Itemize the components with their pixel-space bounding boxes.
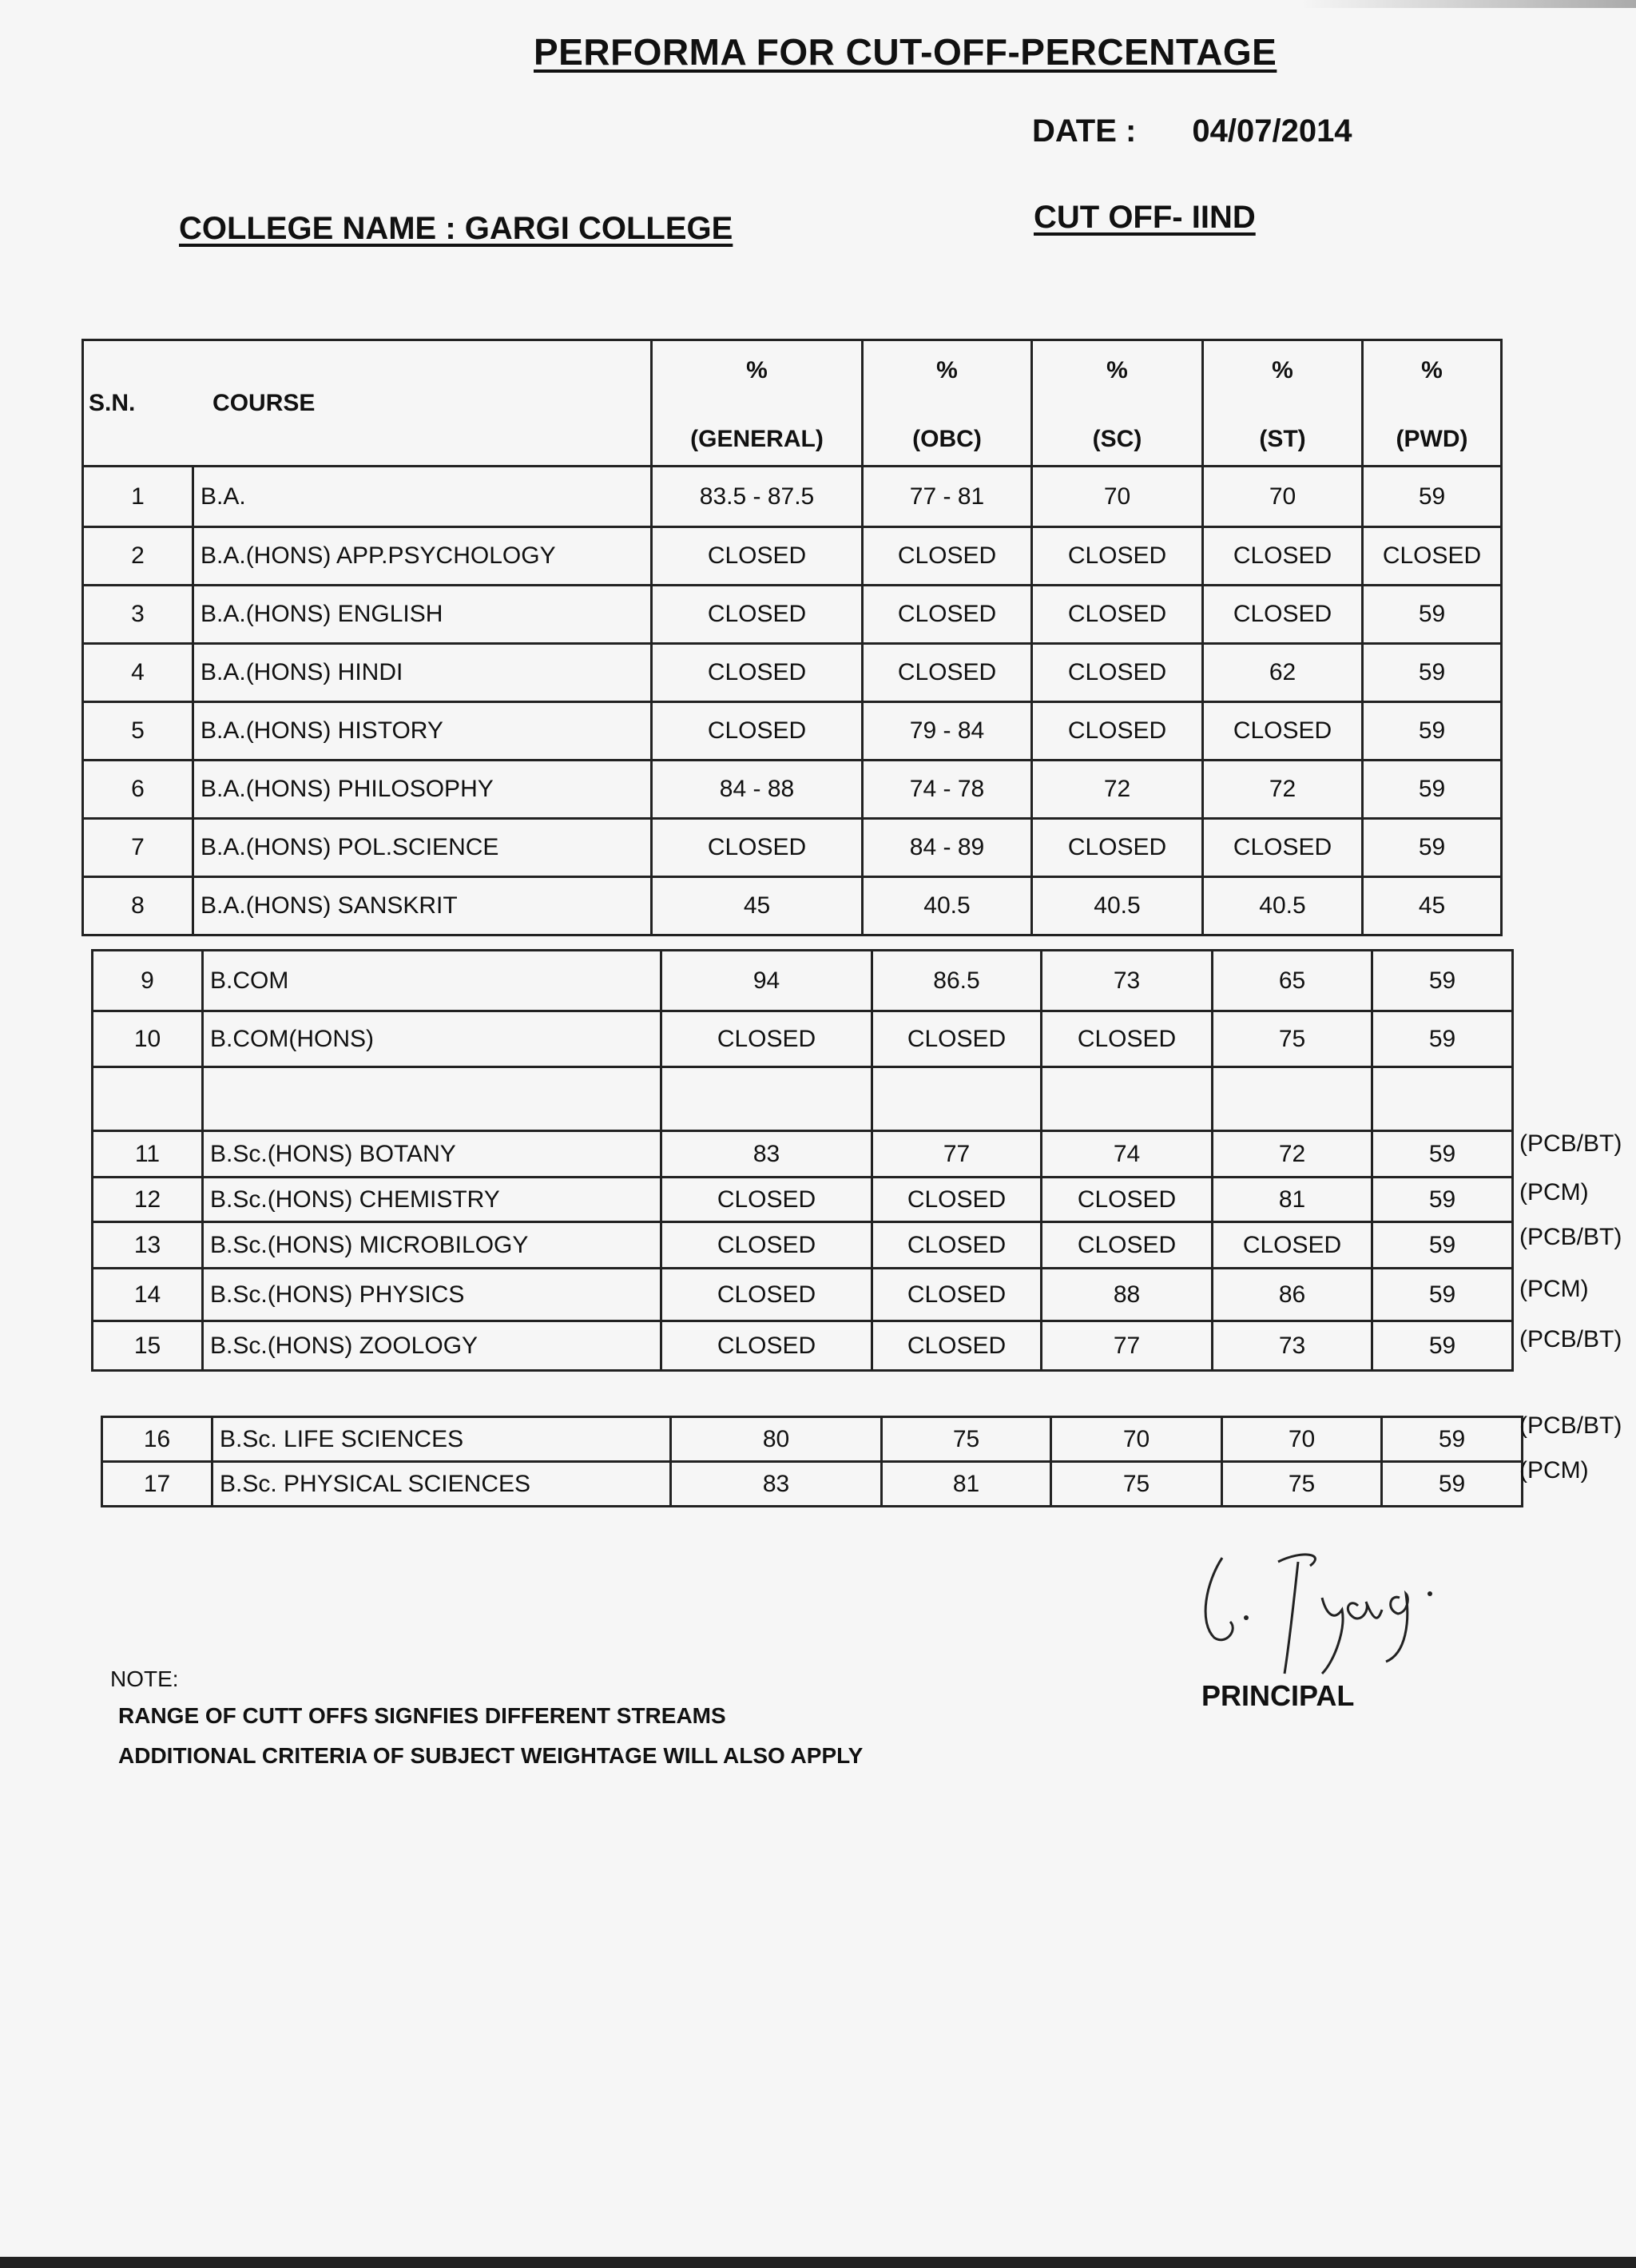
table-header-row: [83, 340, 1502, 467]
row-sc: 40.5: [1032, 877, 1203, 935]
row-obc: CLOSED: [863, 586, 1032, 644]
scan-artifact: [1300, 0, 1636, 8]
row-course: B.Sc. PHYSICAL SCIENCES: [212, 1462, 671, 1507]
header-sn: S.N.: [89, 389, 136, 416]
row-obc: CLOSED: [863, 527, 1032, 586]
row-st: 62: [1203, 644, 1363, 702]
row-general: CLOSED: [661, 1222, 872, 1269]
stream-label: (PCM): [1519, 1179, 1589, 1205]
row-pwd: 59: [1372, 1131, 1513, 1178]
row-course: B.A.(HONS) HINDI: [193, 644, 652, 702]
row-sn: 2: [83, 527, 193, 586]
row-sc: CLOSED: [1032, 819, 1203, 877]
row-sc: 73: [1042, 951, 1213, 1011]
date-value: 04/07/2014: [1192, 113, 1352, 149]
row-course: B.COM: [203, 951, 661, 1011]
row-obc: 40.5: [863, 877, 1032, 935]
row-st: 70: [1203, 467, 1363, 527]
header-sn-course: [83, 340, 652, 467]
row-general: CLOSED: [652, 819, 863, 877]
table-row: [93, 1178, 1513, 1222]
row-st: CLOSED: [1213, 1222, 1372, 1269]
row-course: B.A.(HONS) POL.SCIENCE: [193, 819, 652, 877]
row-general: CLOSED: [652, 586, 863, 644]
row-general: CLOSED: [661, 1269, 872, 1321]
row-sn: 8: [83, 877, 193, 935]
row-pwd: 59: [1372, 1178, 1513, 1222]
row-st: 65: [1213, 951, 1372, 1011]
row-sn: 5: [83, 702, 193, 761]
row-sn: 11: [93, 1131, 203, 1178]
row-sn: 4: [83, 644, 193, 702]
row-obc: 77 - 81: [863, 467, 1032, 527]
row-course: B.A.(HONS) APP.PSYCHOLOGY: [193, 527, 652, 586]
row-sc: CLOSED: [1032, 586, 1203, 644]
table-row: [83, 644, 1502, 702]
header-course: COURSE: [212, 389, 316, 416]
row-pwd: 59: [1372, 1269, 1513, 1321]
row-course: B.A.(HONS) PHILOSOPHY: [193, 761, 652, 819]
table-row: [93, 1131, 1513, 1178]
row-sc: 72: [1032, 761, 1203, 819]
row-sn: 14: [93, 1269, 203, 1321]
note-line-1: RANGE OF CUTT OFFS SIGNFIES DIFFERENT STREAMS: [118, 1703, 726, 1728]
row-st: 70: [1222, 1417, 1382, 1462]
document-title: PERFORMA FOR CUT-OFF-PERCENTAGE: [534, 31, 1277, 73]
college-name: COLLEGE NAME : GARGI COLLEGE: [179, 211, 733, 246]
stream-label: (PCM): [1519, 1276, 1589, 1302]
row-st: 81: [1213, 1178, 1372, 1222]
table-row: [102, 1462, 1523, 1507]
row-st: 72: [1213, 1131, 1372, 1178]
row-course: B.Sc. LIFE SCIENCES: [212, 1417, 671, 1462]
header-obc: % (OBC): [863, 340, 1032, 467]
row-general: CLOSED: [661, 1011, 872, 1067]
row-obc: 81: [882, 1462, 1051, 1507]
row-obc: 74 - 78: [863, 761, 1032, 819]
row-sn: 12: [93, 1178, 203, 1222]
stream-label: (PCB/BT): [1519, 1130, 1622, 1157]
stream-label: (PCM): [1519, 1457, 1589, 1484]
row-course: B.A.(HONS) SANSKRIT: [193, 877, 652, 935]
row-sn: 15: [93, 1321, 203, 1371]
row-course: B.Sc.(HONS) MICROBILOGY: [203, 1222, 661, 1269]
table-row: [83, 877, 1502, 935]
row-sc: 88: [1042, 1269, 1213, 1321]
note-line-2: ADDITIONAL CRITERIA OF SUBJECT WEIGHTAGE WILL ALSO APPLY: [118, 1743, 864, 1768]
row-pwd: 59: [1363, 702, 1502, 761]
row-sc: CLOSED: [1042, 1222, 1213, 1269]
row-obc: 86.5: [872, 951, 1042, 1011]
row-pwd: 59: [1372, 951, 1513, 1011]
row-course: B.COM(HONS): [203, 1011, 661, 1067]
header-pwd: % (PWD): [1363, 340, 1502, 467]
row-st: 72: [1203, 761, 1363, 819]
row-st: 75: [1222, 1462, 1382, 1507]
table-row: [93, 1321, 1513, 1371]
row-general: 83.5 - 87.5: [652, 467, 863, 527]
row-st: CLOSED: [1203, 702, 1363, 761]
table-row: [93, 1269, 1513, 1321]
row-pwd: 59: [1372, 1222, 1513, 1269]
row-pwd: 59: [1363, 586, 1502, 644]
row-st: 75: [1213, 1011, 1372, 1067]
row-obc: 75: [882, 1417, 1051, 1462]
table-row: [83, 527, 1502, 586]
row-pwd: 59: [1382, 1462, 1523, 1507]
row-course: B.Sc.(HONS) ZOOLOGY: [203, 1321, 661, 1371]
row-general: CLOSED: [661, 1178, 872, 1222]
scan-bottom-edge: [0, 2257, 1636, 2268]
row-course: B.Sc.(HONS) CHEMISTRY: [203, 1178, 661, 1222]
row-sc: CLOSED: [1042, 1178, 1213, 1222]
row-sc: 70: [1051, 1417, 1222, 1462]
cutoff-table-commerce-science: [91, 949, 1514, 1372]
row-course: B.Sc.(HONS) PHYSICS: [203, 1269, 661, 1321]
row-st: CLOSED: [1203, 819, 1363, 877]
row-general: 94: [661, 951, 872, 1011]
header-general: % (GENERAL): [652, 340, 863, 467]
row-sn: 16: [102, 1417, 212, 1462]
row-sc: CLOSED: [1032, 527, 1203, 586]
cutoff-table-bsc-programme: [101, 1416, 1523, 1507]
row-st: CLOSED: [1203, 527, 1363, 586]
row-general: CLOSED: [652, 702, 863, 761]
row-general: 45: [652, 877, 863, 935]
row-general: 83: [671, 1462, 882, 1507]
row-sn: 10: [93, 1011, 203, 1067]
table-row: [83, 819, 1502, 877]
row-course: B.Sc.(HONS) BOTANY: [203, 1131, 661, 1178]
cutoff-round: CUT OFF- IIND: [1034, 200, 1256, 235]
table-row: [83, 586, 1502, 644]
row-course: B.A.: [193, 467, 652, 527]
row-obc: CLOSED: [863, 644, 1032, 702]
table-row: [83, 467, 1502, 527]
row-pwd: 59: [1382, 1417, 1523, 1462]
header-sc: % (SC): [1032, 340, 1203, 467]
table-row: [83, 761, 1502, 819]
row-sn: 6: [83, 761, 193, 819]
row-st: 86: [1213, 1269, 1372, 1321]
table-row: [83, 702, 1502, 761]
row-sc: 74: [1042, 1131, 1213, 1178]
principal-label: PRINCIPAL: [1201, 1679, 1355, 1712]
date-row: [1032, 113, 1352, 149]
row-general: CLOSED: [661, 1321, 872, 1371]
table-row: [102, 1417, 1523, 1462]
row-sn: 9: [93, 951, 203, 1011]
row-general: CLOSED: [652, 644, 863, 702]
row-sc: CLOSED: [1032, 702, 1203, 761]
row-obc: 84 - 89: [863, 819, 1032, 877]
row-sc: 75: [1051, 1462, 1222, 1507]
cutoff-table-arts: [81, 339, 1503, 936]
principal-signature: [1190, 1534, 1478, 1694]
row-course: B.A.(HONS) ENGLISH: [193, 586, 652, 644]
stream-label: (PCB/BT): [1519, 1412, 1622, 1439]
row-pwd: 45: [1363, 877, 1502, 935]
table-row: [93, 951, 1513, 1011]
row-general: 80: [671, 1417, 882, 1462]
row-general: CLOSED: [652, 527, 863, 586]
row-st: 73: [1213, 1321, 1372, 1371]
table-row: [93, 1011, 1513, 1067]
stream-label: (PCB/BT): [1519, 1326, 1622, 1352]
note-label: NOTE:: [110, 1666, 179, 1691]
row-sc: CLOSED: [1042, 1011, 1213, 1067]
table-row: [93, 1222, 1513, 1269]
row-obc: CLOSED: [872, 1321, 1042, 1371]
stream-label: (PCB/BT): [1519, 1224, 1622, 1250]
row-obc: CLOSED: [872, 1222, 1042, 1269]
row-pwd: 59: [1363, 761, 1502, 819]
row-course: B.A.(HONS) HISTORY: [193, 702, 652, 761]
row-sn: 7: [83, 819, 193, 877]
row-sn: 1: [83, 467, 193, 527]
row-obc: 77: [872, 1131, 1042, 1178]
row-pwd: 59: [1372, 1321, 1513, 1371]
row-obc: 79 - 84: [863, 702, 1032, 761]
row-obc: CLOSED: [872, 1178, 1042, 1222]
header-st: % (ST): [1203, 340, 1363, 467]
row-pwd: 59: [1363, 644, 1502, 702]
row-sn: 13: [93, 1222, 203, 1269]
row-general: 84 - 88: [652, 761, 863, 819]
row-sc: 70: [1032, 467, 1203, 527]
row-sn: 3: [83, 586, 193, 644]
row-pwd: 59: [1363, 467, 1502, 527]
date-label: DATE :: [1032, 113, 1137, 149]
row-st: 40.5: [1203, 877, 1363, 935]
row-obc: CLOSED: [872, 1011, 1042, 1067]
row-sn: 17: [102, 1462, 212, 1507]
row-general: 83: [661, 1131, 872, 1178]
row-obc: CLOSED: [872, 1269, 1042, 1321]
row-st: CLOSED: [1203, 586, 1363, 644]
row-pwd: 59: [1363, 819, 1502, 877]
empty-row: [93, 1067, 1513, 1131]
row-sc: 77: [1042, 1321, 1213, 1371]
row-sc: CLOSED: [1032, 644, 1203, 702]
row-pwd: CLOSED: [1363, 527, 1502, 586]
row-pwd: 59: [1372, 1011, 1513, 1067]
